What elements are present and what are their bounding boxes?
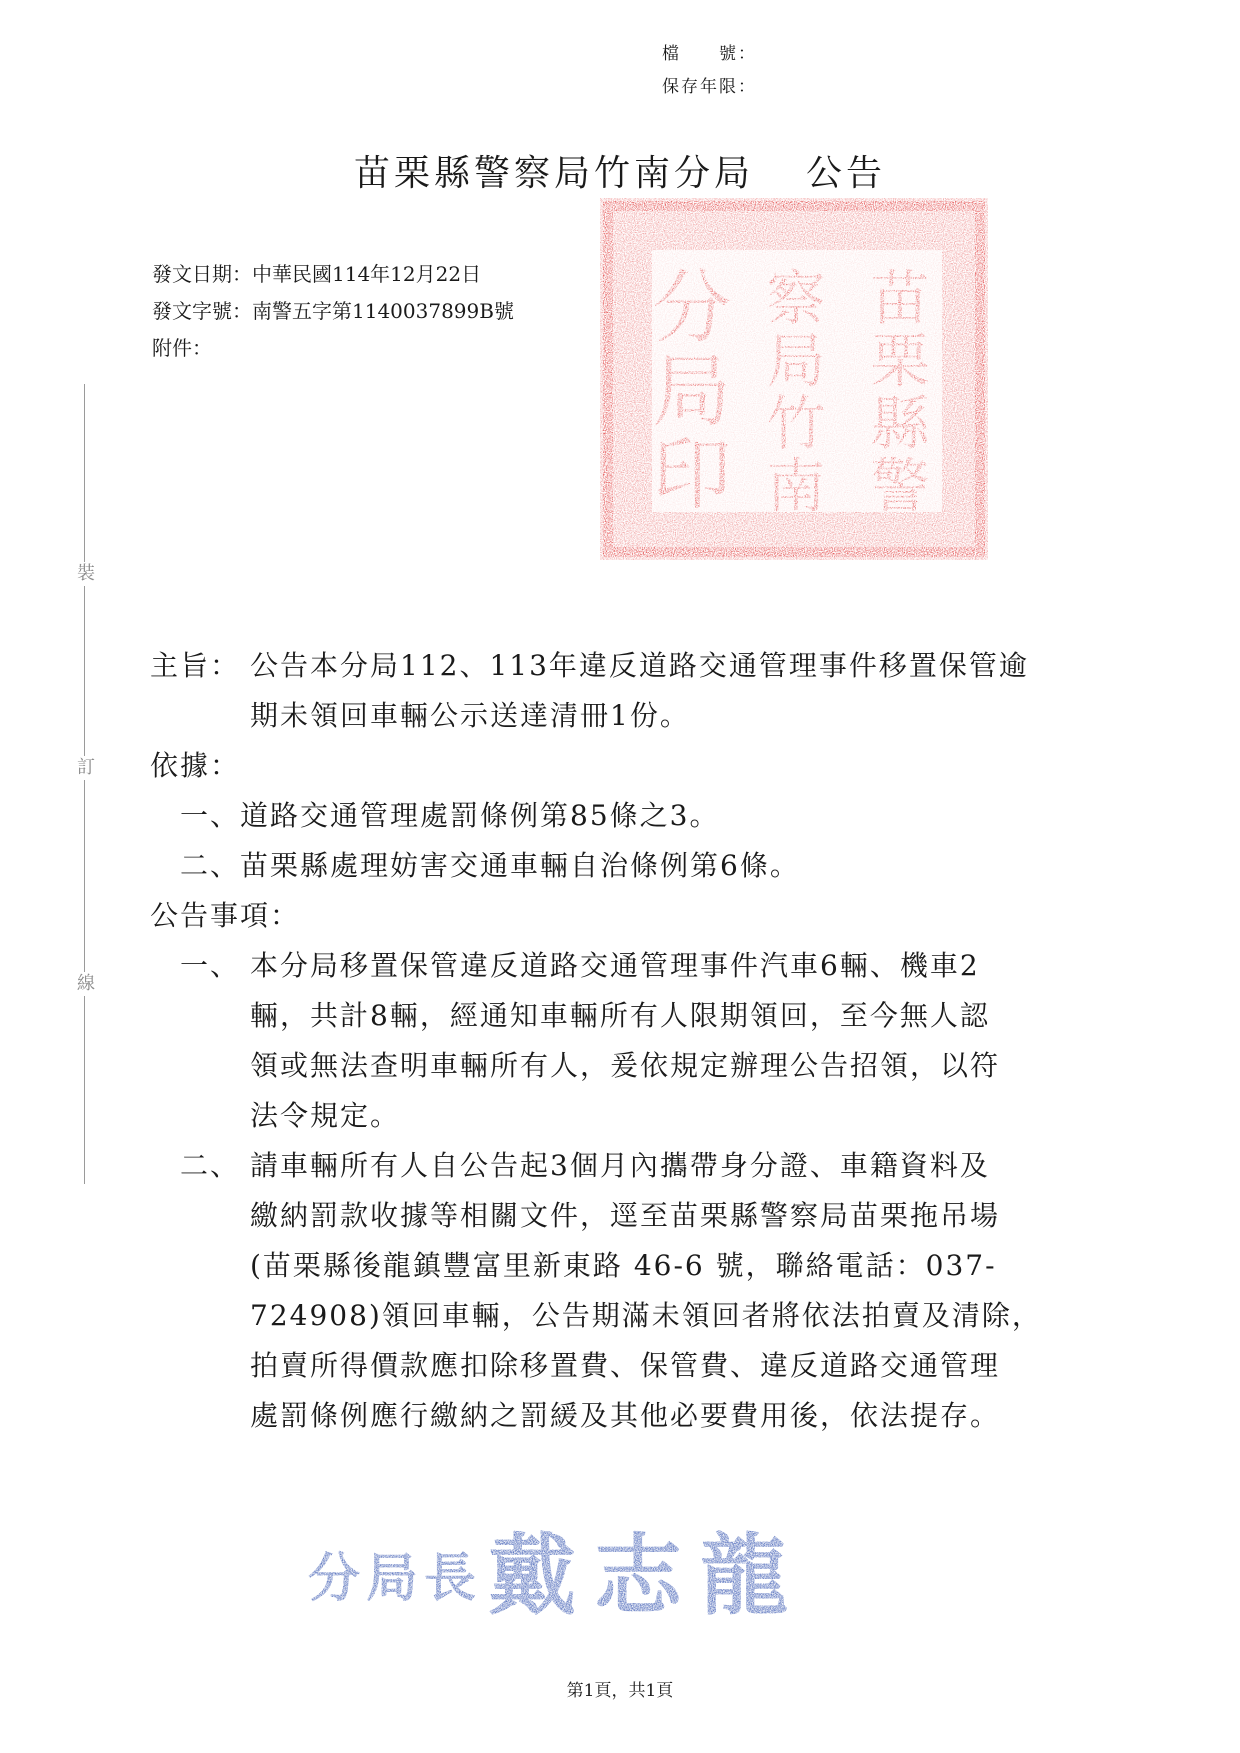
signature-glyph: 戴 — [488, 1523, 577, 1627]
notice-item-line: 法令規定。 — [250, 1099, 401, 1132]
signature-glyph: 局 — [366, 1548, 419, 1609]
seal-glyph: 警 — [870, 452, 930, 522]
seal-glyph: 南 — [766, 452, 826, 522]
binding-mark-line: 線 — [77, 973, 95, 994]
notice-label: 公告事項： — [150, 899, 301, 932]
binding-mark-staple: 訂 — [77, 757, 95, 778]
file-number-label: 檔 號： — [662, 44, 757, 64]
issue-number: 發文字號：南警五字第1140037899B號 — [152, 299, 514, 323]
basis-label: 依據： — [150, 749, 241, 782]
notice-item-line: 輛，共計8輛，經通知車輛所有人限期領回，至今無人認 — [250, 999, 990, 1032]
signature-glyph: 志 — [594, 1523, 683, 1627]
agency-name: 苗栗縣警察局竹南分局 — [353, 153, 754, 194]
binding-line — [78, 384, 98, 1184]
notice-item-line: 繳納罰款收據等相關文件，逕至苗栗縣警察局苗栗拖吊場 — [250, 1199, 1001, 1232]
subject-line: 公告本分局112、113年違反道路交通管理事件移置保管逾 — [250, 649, 1029, 682]
notice-item-line: 拍賣所得價款應扣除移置費、保管費、違反道路交通管理 — [250, 1349, 1001, 1382]
notice-item-marker: 一、 — [180, 949, 241, 982]
notice-item-line: 724908)領回車輛，公告期滿未領回者將依法拍賣及清除， — [250, 1299, 1042, 1332]
signature-glyph: 分 — [308, 1548, 361, 1609]
official-seal-stamp — [600, 198, 988, 560]
seal-glyph: 局 — [652, 345, 732, 438]
binding-rule — [84, 384, 85, 1184]
basis-item: 二、苗栗縣處理妨害交通車輛自治條例第6條。 — [180, 849, 800, 882]
seal-glyph: 竹 — [766, 389, 826, 459]
notice-item-line: 本分局移置保管違反道路交通管理事件汽車6輛、機車2 — [250, 949, 980, 982]
director-signature-stamp — [288, 1488, 888, 1628]
seal-ink — [600, 198, 988, 560]
seal-glyph: 縣 — [870, 389, 930, 459]
notice-item-line: 處罰條例應行繳納之罰緩及其他必要費用後，依法提存。 — [250, 1399, 1001, 1432]
document-title — [0, 145, 1240, 196]
subject-line: 期未領回車輛公示送達清冊1份。 — [250, 699, 690, 732]
file-metadata — [662, 38, 757, 104]
notice-item-marker: 二、 — [180, 1149, 241, 1182]
retention-period-label: 保存年限： — [662, 77, 757, 97]
attachment-label: 附件： — [152, 336, 212, 360]
seal-glyph: 印 — [652, 428, 732, 521]
basis-item: 一、道路交通管理處罰條例第85條之3。 — [180, 799, 720, 832]
subject-label: 主旨： — [150, 649, 241, 682]
seal-glyph: 局 — [766, 327, 826, 397]
issue-date: 發文日期：中華民國114年12月22日 — [152, 262, 482, 286]
issue-metadata — [152, 256, 514, 367]
seal-glyph: 苗 — [870, 264, 930, 334]
signature-glyph: 長 — [424, 1548, 477, 1609]
notice-item-line: 領或無法查明車輛所有人，爰依規定辦理公告招領，以符 — [250, 1049, 1001, 1082]
seal-glyph: 栗 — [870, 327, 930, 397]
notice-item-line: (苗栗縣後龍鎮豐富里新東路 46-6 號，聯絡電話：037- — [250, 1249, 997, 1282]
document-type: 公告 — [806, 153, 887, 194]
notice-item-line: 請車輛所有人自公告起3個月內攜帶身分證、車籍資料及 — [250, 1149, 990, 1182]
binding-mark-bind: 裝 — [77, 563, 95, 584]
signature-glyph: 龍 — [700, 1523, 789, 1627]
seal-glyph: 分 — [652, 262, 732, 354]
page-number: 第1頁，共1頁 — [566, 1681, 674, 1701]
seal-glyph: 察 — [766, 264, 826, 334]
